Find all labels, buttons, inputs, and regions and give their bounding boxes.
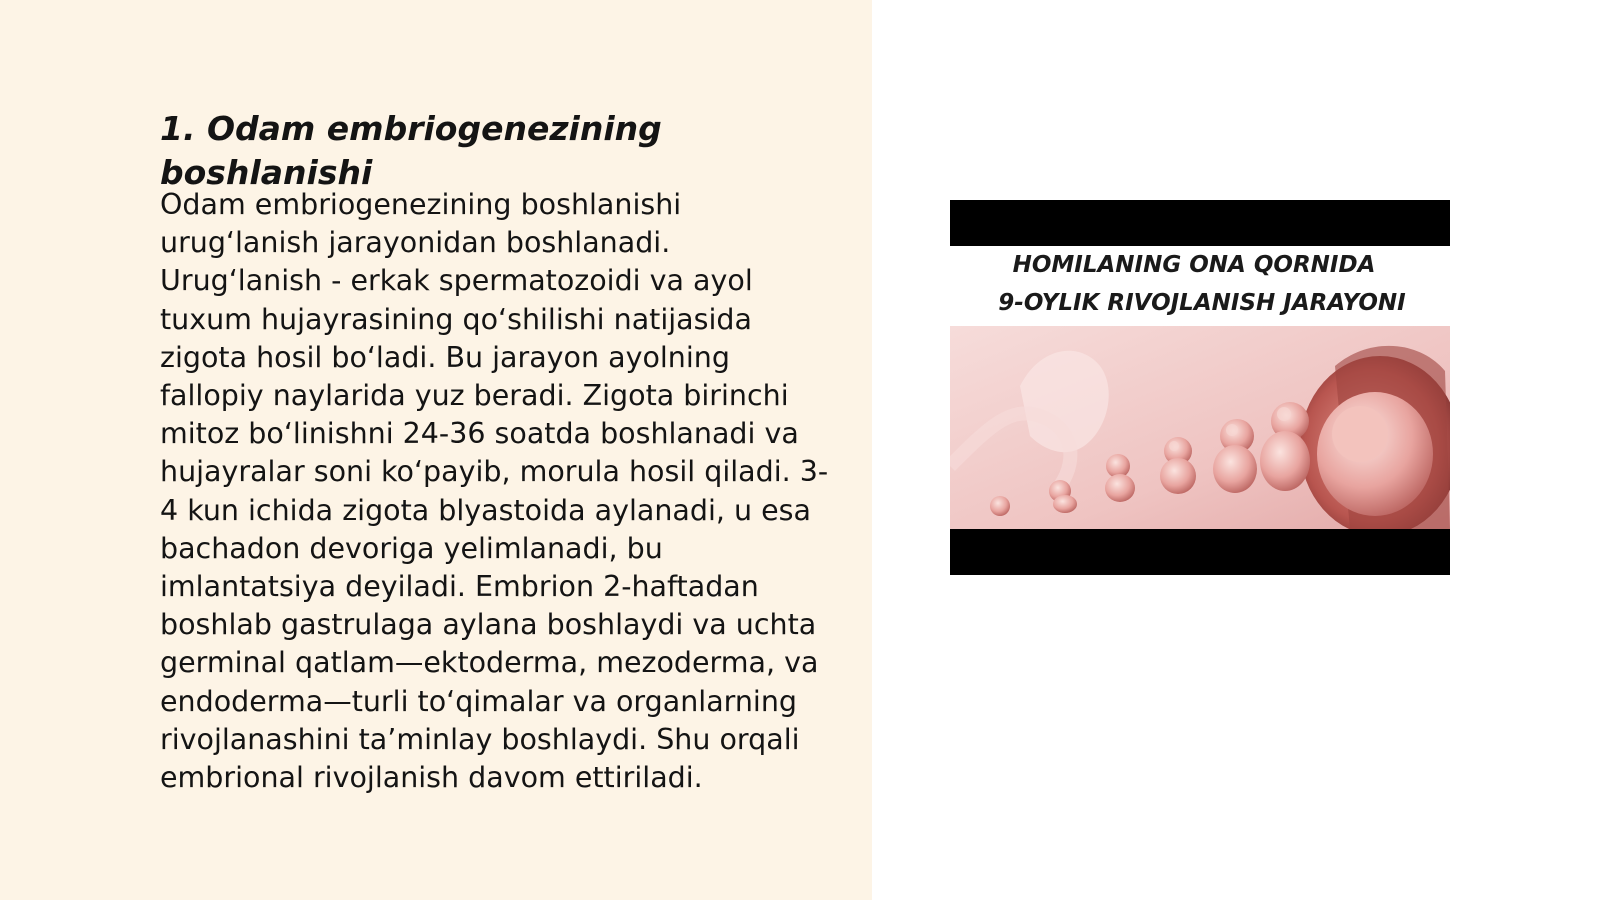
slide-body-text: Odam embriogenezining boshlanishi urug‘lanish jarayonidan boshlanadi. Urug‘lanish - erkak spermatozoidi va ayol tuxum hujayrasining qo‘shilishi natijasida zigota hosil bo‘ladi. Bu jarayon ayolning fallopiy naylarida yuz beradi. Zigota birinchi mitoz bo‘linishni 24-36 soatda boshlanadi va hujayralar soni ko‘payib, morula hosil qiladi. 3-4 kun ichida zigota blyastoida aylanadi, u esa bachadon devoriga yelimlanadi, bu imlantatsiya deyiladi. Embrion 2-haftadan boshlab gastrulaga aylana boshlaydi va uchta germinal qatlam—ektoderma, mezoderma, va endoderma—turli to‘qimalar va organlarning rivojlanashini ta’minlay boshlaydi. Shu orqali embrional rivojlanish davom ettiriladi. (160, 188, 829, 795)
image-caption-line-2: 9-OYLIK RIVOJLANISH JARAYONI (998, 290, 1406, 316)
fetal-development-illustration (950, 326, 1450, 529)
image-caption (950, 246, 1450, 326)
fetal-development-image (950, 200, 1450, 575)
slide-title: 1. Odam embriogenezining boshlanishi (160, 109, 662, 192)
image-caption-line-1: HOMILANING ONA QORNIDA (1012, 252, 1376, 278)
